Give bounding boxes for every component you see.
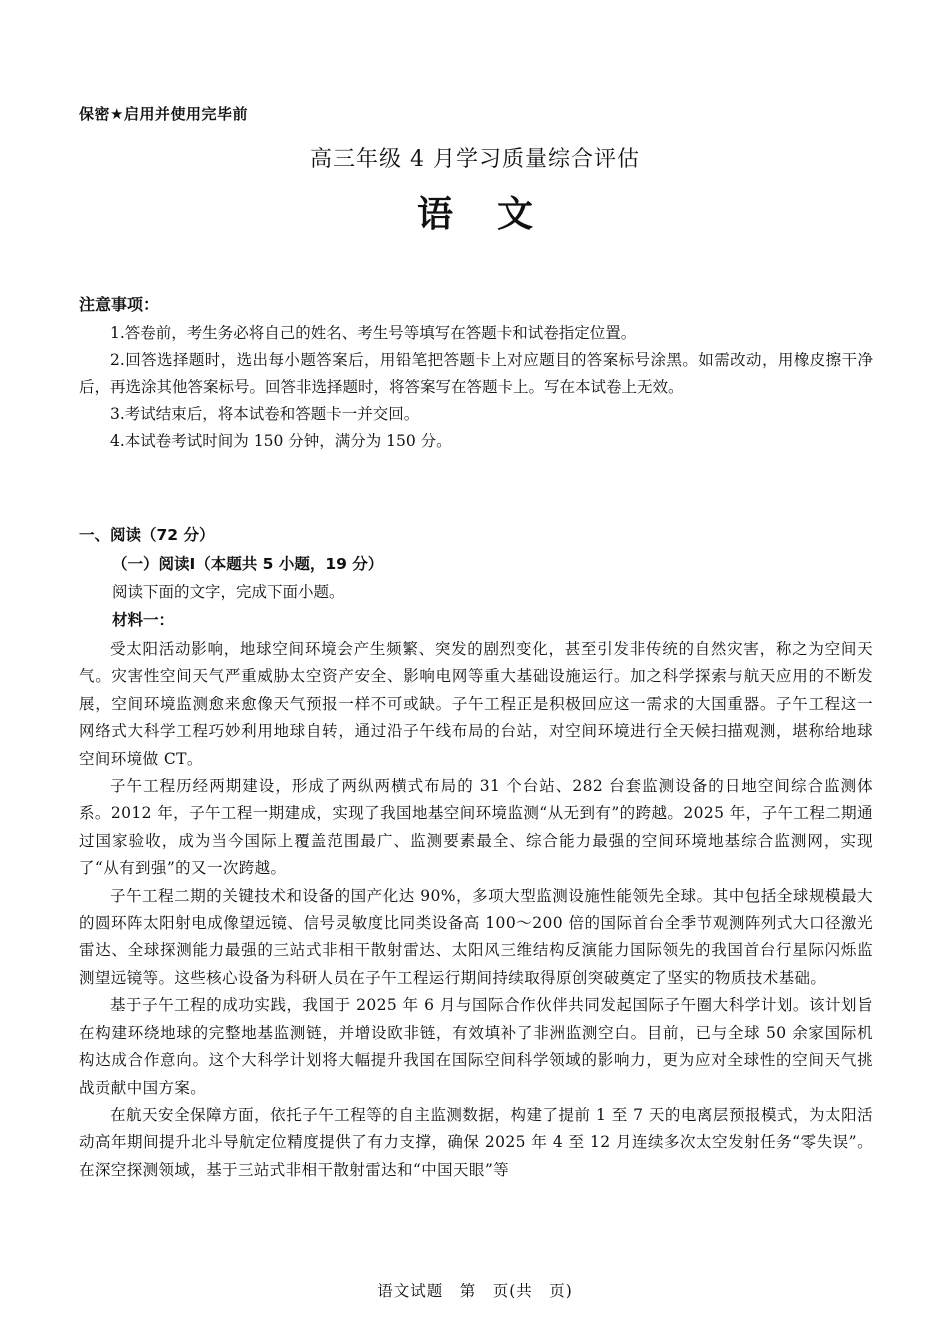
reading-instruction: 阅读下面的文字，完成下面小题。 [112, 583, 345, 601]
passage-paragraph: 基于子午工程的成功实践，我国于 2025 年 6 月与国际合作伙伴共同发起国际子午圈大科学计划。该计划旨在构建环绕地球的完整地基监测链，并增设欧非链，有效填补了非洲监测空白。目前，已与全球 50 余家国际机构达成合作意向。这个大科学计划将大幅提升我国在国际空间科学领域的影响力，更为应对全球性的空间天气挑战贡献中国方案。 [79, 996, 873, 1097]
notice-list [79, 320, 873, 455]
passage-paragraph: 子午工程二期的关键技术和设备的国产化达 90%，多项大型监测设施性能领先全球。其中包括全球规模最大的圆环阵太阳射电成像望远镜、信号灵敏度比同类设备高 100～200 倍的国际首台全季节观测阵列式大口径激光雷达、全球探测能力最强的三站式非相干散射雷达、太阳风三维结构反演能力国际领先的我国首台行星际闪烁监测望远镜等。这些核心设备为科研人员在子午工程运行期间持续取得原创突破奠定了坚实的物质技术基础。 [79, 886, 873, 987]
page-footer: 语文试题 第 页(共 页) [377, 1282, 573, 1300]
material-label: 材料一： [112, 611, 175, 629]
notice-item: 2.回答选择题时，选出每小题答案后，用铅笔把答题卡上对应题目的答案标号涂黑。如需改动，用橡皮擦干净后，再选涂其他答案标号。回答非选择题时，将答案写在答题卡上。写在本试卷上无效。 [79, 351, 873, 396]
exam-title: 高三年级 4 月学习质量综合评估 [310, 147, 640, 172]
subject-title: 语文 [416, 194, 577, 235]
notice-item: 1.答卷前，考生务必将自己的姓名、考生号等填写在答题卡和试卷指定位置。 [110, 324, 637, 342]
subsection-heading: （一）阅读Ⅰ（本题共 5 小题，19 分） [112, 555, 384, 573]
section-heading: 一、阅读（72 分） [79, 526, 215, 544]
passage-paragraph: 受太阳活动影响，地球空间环境会产生频繁、突发的剧烈变化，甚至引发非传统的自然灾害，称之为空间天气。灾害性空间天气严重威胁太空资产安全、影响电网等重大基础设施运行。加之科学探索与航天应用的不断发展，空间环境监测愈来愈像天气预报一样不可或缺。子午工程正是积极回应这一需求的大国重器。子午工程这一网络式大科学工程巧妙利用地球自转，通过沿子午线布局的台站，对空间环境进行全天候扫描观测，堪称给地球空间环境做 CT。 [79, 640, 873, 768]
reading-passage [79, 636, 873, 1184]
notice-item: 4.本试卷考试时间为 150 分钟，满分为 150 分。 [110, 432, 452, 450]
notice-heading: 注意事项： [79, 295, 160, 314]
confidential-notice: 保密★启用并使用完毕前 [79, 105, 248, 123]
passage-paragraph: 在航天安全保障方面，依托子午工程等的自主监测数据，构建了提前 1 至 7 天的电离层预报模式，为太阳活动高年期间提升北斗导航定位精度提供了有力支撑，确保 2025 年 4 至 12 月连续多次太空发射任务“零失误”。在深空探测领域，基于三站式非相干散射雷达和“中国天眼”等 [79, 1105, 873, 1179]
notice-item: 3.考试结束后，将本试卷和答题卡一并交回。 [110, 405, 420, 423]
passage-paragraph: 子午工程历经两期建设，形成了两纵两横式布局的 31 个台站、282 台套监测设备的日地空间综合监测体系。2012 年，子午工程一期建成，实现了我国地基空间环境监测“从无到有”的跨越。2025 年，子午工程二期通过国家验收，成为当今国际上覆盖范围最广、监测要素最全、综合能力最强的空间环境地基综合监测网，实现了“从有到强”的又一次跨越。 [79, 777, 873, 878]
